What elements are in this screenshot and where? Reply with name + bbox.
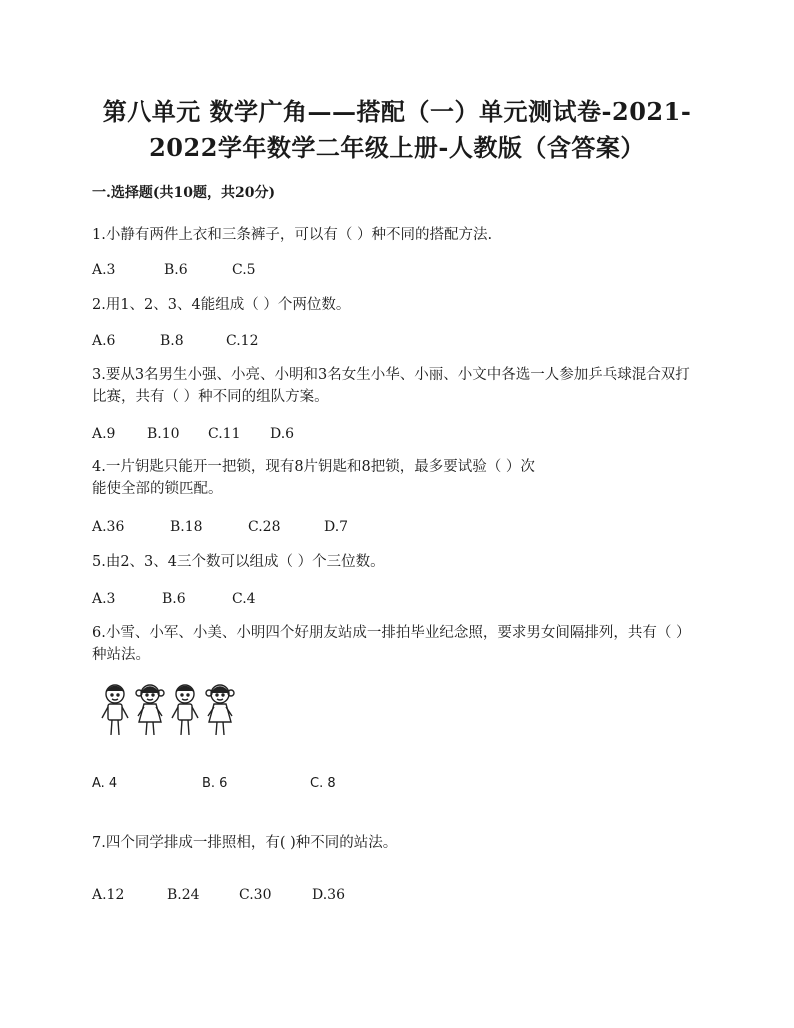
option-d: D.36: [312, 887, 345, 903]
page-title-line1: 第八单元 数学广角——搭配（一）单元测试卷-2021-: [102, 97, 692, 126]
option-b: B.18: [170, 519, 203, 535]
option-b: B.24: [167, 887, 200, 903]
option-a: A.9: [92, 426, 116, 442]
question-7: 7.四个同学排成一排照相，有( )种不同的站法。: [92, 835, 398, 851]
question-4: 4.一片钥匙只能开一把锁，现有8片钥匙和8把锁，最多要试验（ ）次能使全部的锁匹配。: [92, 459, 535, 497]
option-b: B.6: [164, 262, 188, 278]
option-a: A.3: [92, 262, 116, 278]
option-b: B.6: [162, 591, 186, 607]
option-c: C.4: [232, 591, 256, 607]
option-b: B. 6: [202, 776, 228, 791]
option-a: A.3: [92, 591, 116, 607]
option-c: C. 8: [310, 776, 336, 791]
option-a: A. 4: [92, 776, 118, 791]
option-c: C.28: [248, 519, 281, 535]
page-title-line2: 2022学年数学二年级上册-人教版（含答案）: [149, 133, 645, 162]
option-b: B.10: [147, 426, 180, 442]
option-c: C.11: [208, 426, 241, 442]
girl-figure: [136, 685, 164, 735]
boy-figure: [102, 685, 128, 735]
boy-figure: [172, 685, 198, 735]
section-heading: 一.选择题(共10题，共20分): [92, 185, 276, 201]
option-a: A.6: [92, 333, 116, 349]
option-b: B.8: [160, 333, 184, 349]
question-5: 5.由2、3、4三个数可以组成（ ）个三位数。: [92, 554, 385, 570]
option-c: C.30: [239, 887, 272, 903]
question-3: 3.要从3名男生小强、小亮、小明和3名女生小华、小丽、小文中各选一人参加乒乓球混合双打比赛，共有（ ）种不同的组队方案。: [92, 367, 690, 405]
option-a: A.12: [92, 887, 125, 903]
girl-figure: [206, 685, 234, 735]
option-d: D.7: [324, 519, 349, 535]
option-c: C.5: [232, 262, 256, 278]
question-1: 1.小静有两件上衣和三条裤子，可以有（ ）种不同的搭配方法.: [92, 227, 493, 243]
four-children-illustration: [98, 680, 248, 740]
option-d: D.6: [270, 426, 295, 442]
option-c: C.12: [226, 333, 259, 349]
question-2: 2.用1、2、3、4能组成（ ）个两位数。: [92, 297, 351, 313]
question-6: 6.小雪、小军、小美、小明四个好朋友站成一排拍毕业纪念照，要求男女间隔排列，共有（ ）种站法。: [92, 625, 691, 663]
option-a: A.36: [92, 519, 125, 535]
